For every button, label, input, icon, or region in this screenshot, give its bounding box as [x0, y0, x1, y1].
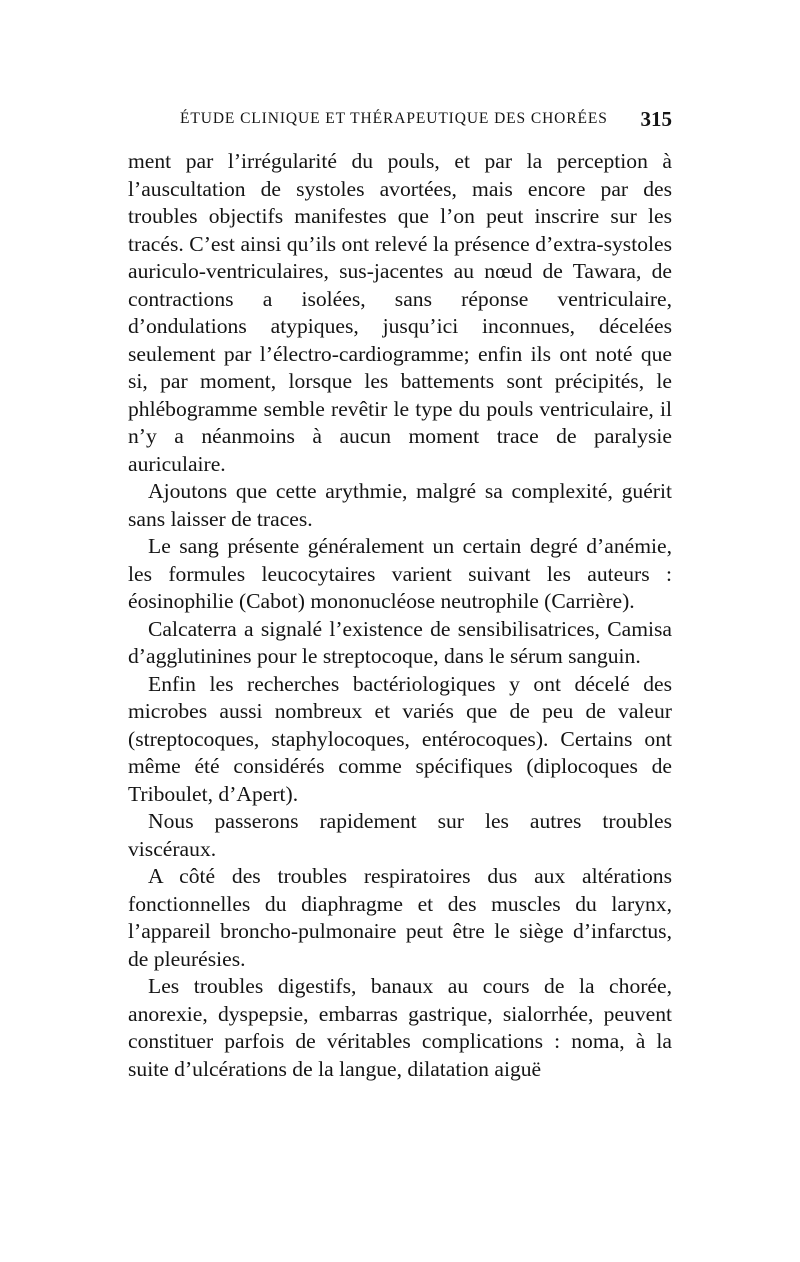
paragraph-7: A côté des troubles respiratoires dus aux altérations fonctionnelles du diaphragme et des muscles du larynx, l’appareil broncho-pulmonaire peut être le siège d’infarctus, de pleurésies.	[128, 864, 672, 971]
paragraph-2: Ajoutons que cette arythmie, malgré sa complexité, guérit sans laisser de traces.	[128, 479, 672, 531]
paragraph-4: Calcaterra a signalé l’existence de sensibilisatrices, Camisa d’agglutinines pour le streptocoque, dans le sérum sanguin.	[128, 616, 672, 668]
paragraph-3: Le sang présente généralement un certain degré d’anémie, les formules leucocytaires varient suivant les auteurs : éosinophilie (Cabot) mononucléose neutrophile (Carrière).	[128, 534, 672, 613]
paragraph-5: Enfin les recherches bactériologiques y ont décelé des microbes aussi nombreux et variés que de peu de valeur (streptocoques, staphylocoques, entérocoques). Certains ont même été considérés comme spécifiques (diplocoques de Triboulet, d’Apert).	[128, 671, 672, 806]
paragraph-1: ment par l’irrégularité du pouls, et par la perception à l’auscultation de systoles avortées, mais encore par des troubles objectifs manifestes que l’on peut inscrire sur les tracés. C’est ainsi qu’ils ont relevé la présence d’extra-systoles auriculo-ventriculaires, sus-jacentes au nœud de Tawara, de contractions a isolées, sans réponse ventriculaire, d’ondulations atypiques, jusqu’ici inconnues, décelées seulement par l’électro-cardiogramme; enfin ils ont noté que si, par moment, lorsque les battements sont précipités, le phlébogramme semble revêtir le type du pouls ventriculaire, il n’y a néanmoins à aucun moment trace de paralysie auriculaire.	[128, 149, 672, 476]
body-text	[128, 148, 672, 1083]
running-title: ÉTUDE CLINIQUE ET THÉRAPEUTIQUE DES CHORÉES	[180, 110, 608, 127]
paragraph-6: Nous passerons rapidement sur les autres troubles viscéraux.	[128, 809, 672, 861]
page-header	[128, 104, 672, 134]
paragraph-8: Les troubles digestifs, banaux au cours de la chorée, anorexie, dyspepsie, embarras gastrique, sialorrhée, peuvent constituer parfois de véritables complications : noma, à la suite d’ulcérations de la langue, dilatation aiguë	[128, 974, 672, 1081]
page-number: 315	[640, 107, 672, 131]
